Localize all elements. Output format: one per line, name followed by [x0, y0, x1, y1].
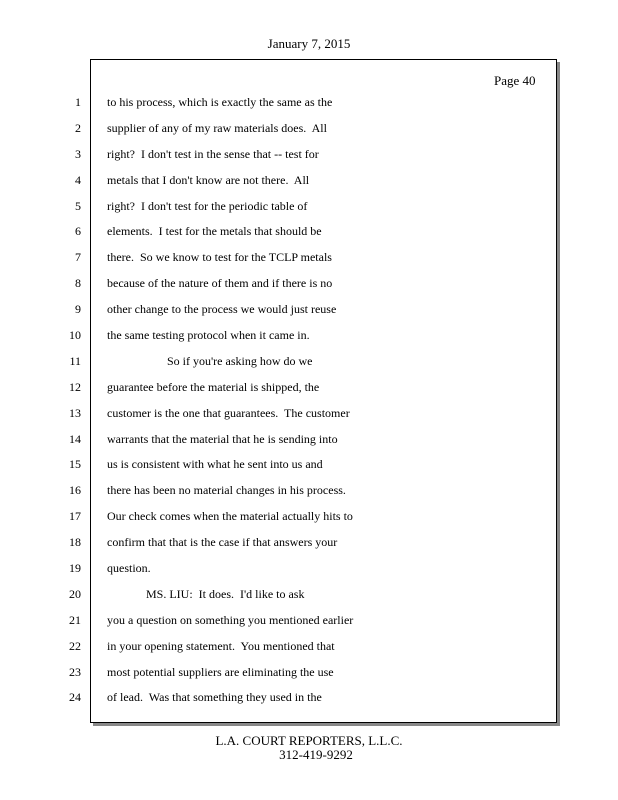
transcript-line: most potential suppliers are eliminating the use: [107, 664, 334, 679]
line-number: 6: [75, 224, 81, 239]
transcript-line: metals that I don't know are not there. All: [107, 172, 310, 187]
line-number: 11: [69, 353, 81, 368]
transcript-line: there has been no material changes in his process.: [107, 483, 346, 498]
page-number: Page 40: [494, 73, 536, 88]
line-number: 15: [69, 457, 81, 472]
transcript-line: supplier of any of my raw materials does. All: [107, 120, 327, 135]
transcript-line: the same testing protocol when it came in.: [107, 328, 310, 343]
header-date: January 7, 2015: [267, 36, 351, 51]
line-number: 7: [75, 250, 81, 265]
line-number: 21: [69, 612, 81, 627]
transcript-line: warrants that the material that he is sending into: [107, 431, 338, 446]
line-number: 19: [69, 561, 81, 576]
line-number: 24: [69, 690, 81, 705]
line-number: 23: [69, 664, 81, 679]
transcript-line: us is consistent with what he sent into us and: [107, 457, 323, 472]
transcript-line: right? I don't test in the sense that -- test for: [107, 146, 319, 161]
transcript-line: of lead. Was that something they used in the: [107, 690, 322, 705]
transcript-line: confirm that that is the case if that answers your: [107, 535, 338, 550]
line-number: 8: [75, 276, 81, 291]
transcript-line: customer is the one that guarantees. The customer: [107, 405, 350, 420]
line-number: 2: [75, 120, 81, 135]
transcript-line: because of the nature of them and if there is no: [107, 276, 333, 291]
line-number: 9: [75, 302, 81, 317]
line-number: 5: [75, 198, 81, 213]
transcript-line: to his process, which is exactly the same as the: [107, 95, 333, 109]
line-number: 13: [69, 405, 81, 420]
footer-phone: 312-419-9292: [279, 747, 353, 762]
transcript-line: question.: [107, 561, 151, 576]
line-number: 4: [75, 172, 81, 187]
footer-company: L.A. COURT REPORTERS, L.L.C.: [215, 733, 403, 748]
transcript-line: elements. I test for the metals that should be: [107, 224, 322, 239]
transcript-line: you a question on something you mentioned earlier: [107, 612, 354, 627]
transcript-line: MS. LIU: It does. I'd like to ask: [107, 586, 305, 601]
line-number: 3: [75, 146, 81, 161]
transcript-line: Our check comes when the material actually hits to: [107, 509, 353, 524]
footer: [0, 734, 618, 762]
line-number: 14: [69, 431, 81, 446]
transcript-line: in your opening statement. You mentioned that: [107, 638, 335, 653]
transcript-line: other change to the process we would just reuse: [107, 302, 337, 317]
line-number: 12: [69, 379, 81, 394]
line-number: 1: [75, 95, 81, 109]
transcript-text: [107, 95, 547, 716]
line-number: 16: [69, 483, 81, 498]
transcript-line: there. So we know to test for the TCLP metals: [107, 250, 332, 265]
line-number: 22: [69, 638, 81, 653]
line-number: 17: [69, 509, 81, 524]
line-number: 20: [69, 586, 81, 601]
line-number: 18: [69, 535, 81, 550]
transcript-line: So if you're asking how do we: [107, 353, 313, 368]
line-number-column: [55, 95, 81, 716]
transcript-line: guarantee before the material is shipped, the: [107, 379, 320, 394]
transcript-line: right? I don't test for the periodic table of: [107, 198, 308, 213]
line-number: 10: [69, 328, 81, 343]
